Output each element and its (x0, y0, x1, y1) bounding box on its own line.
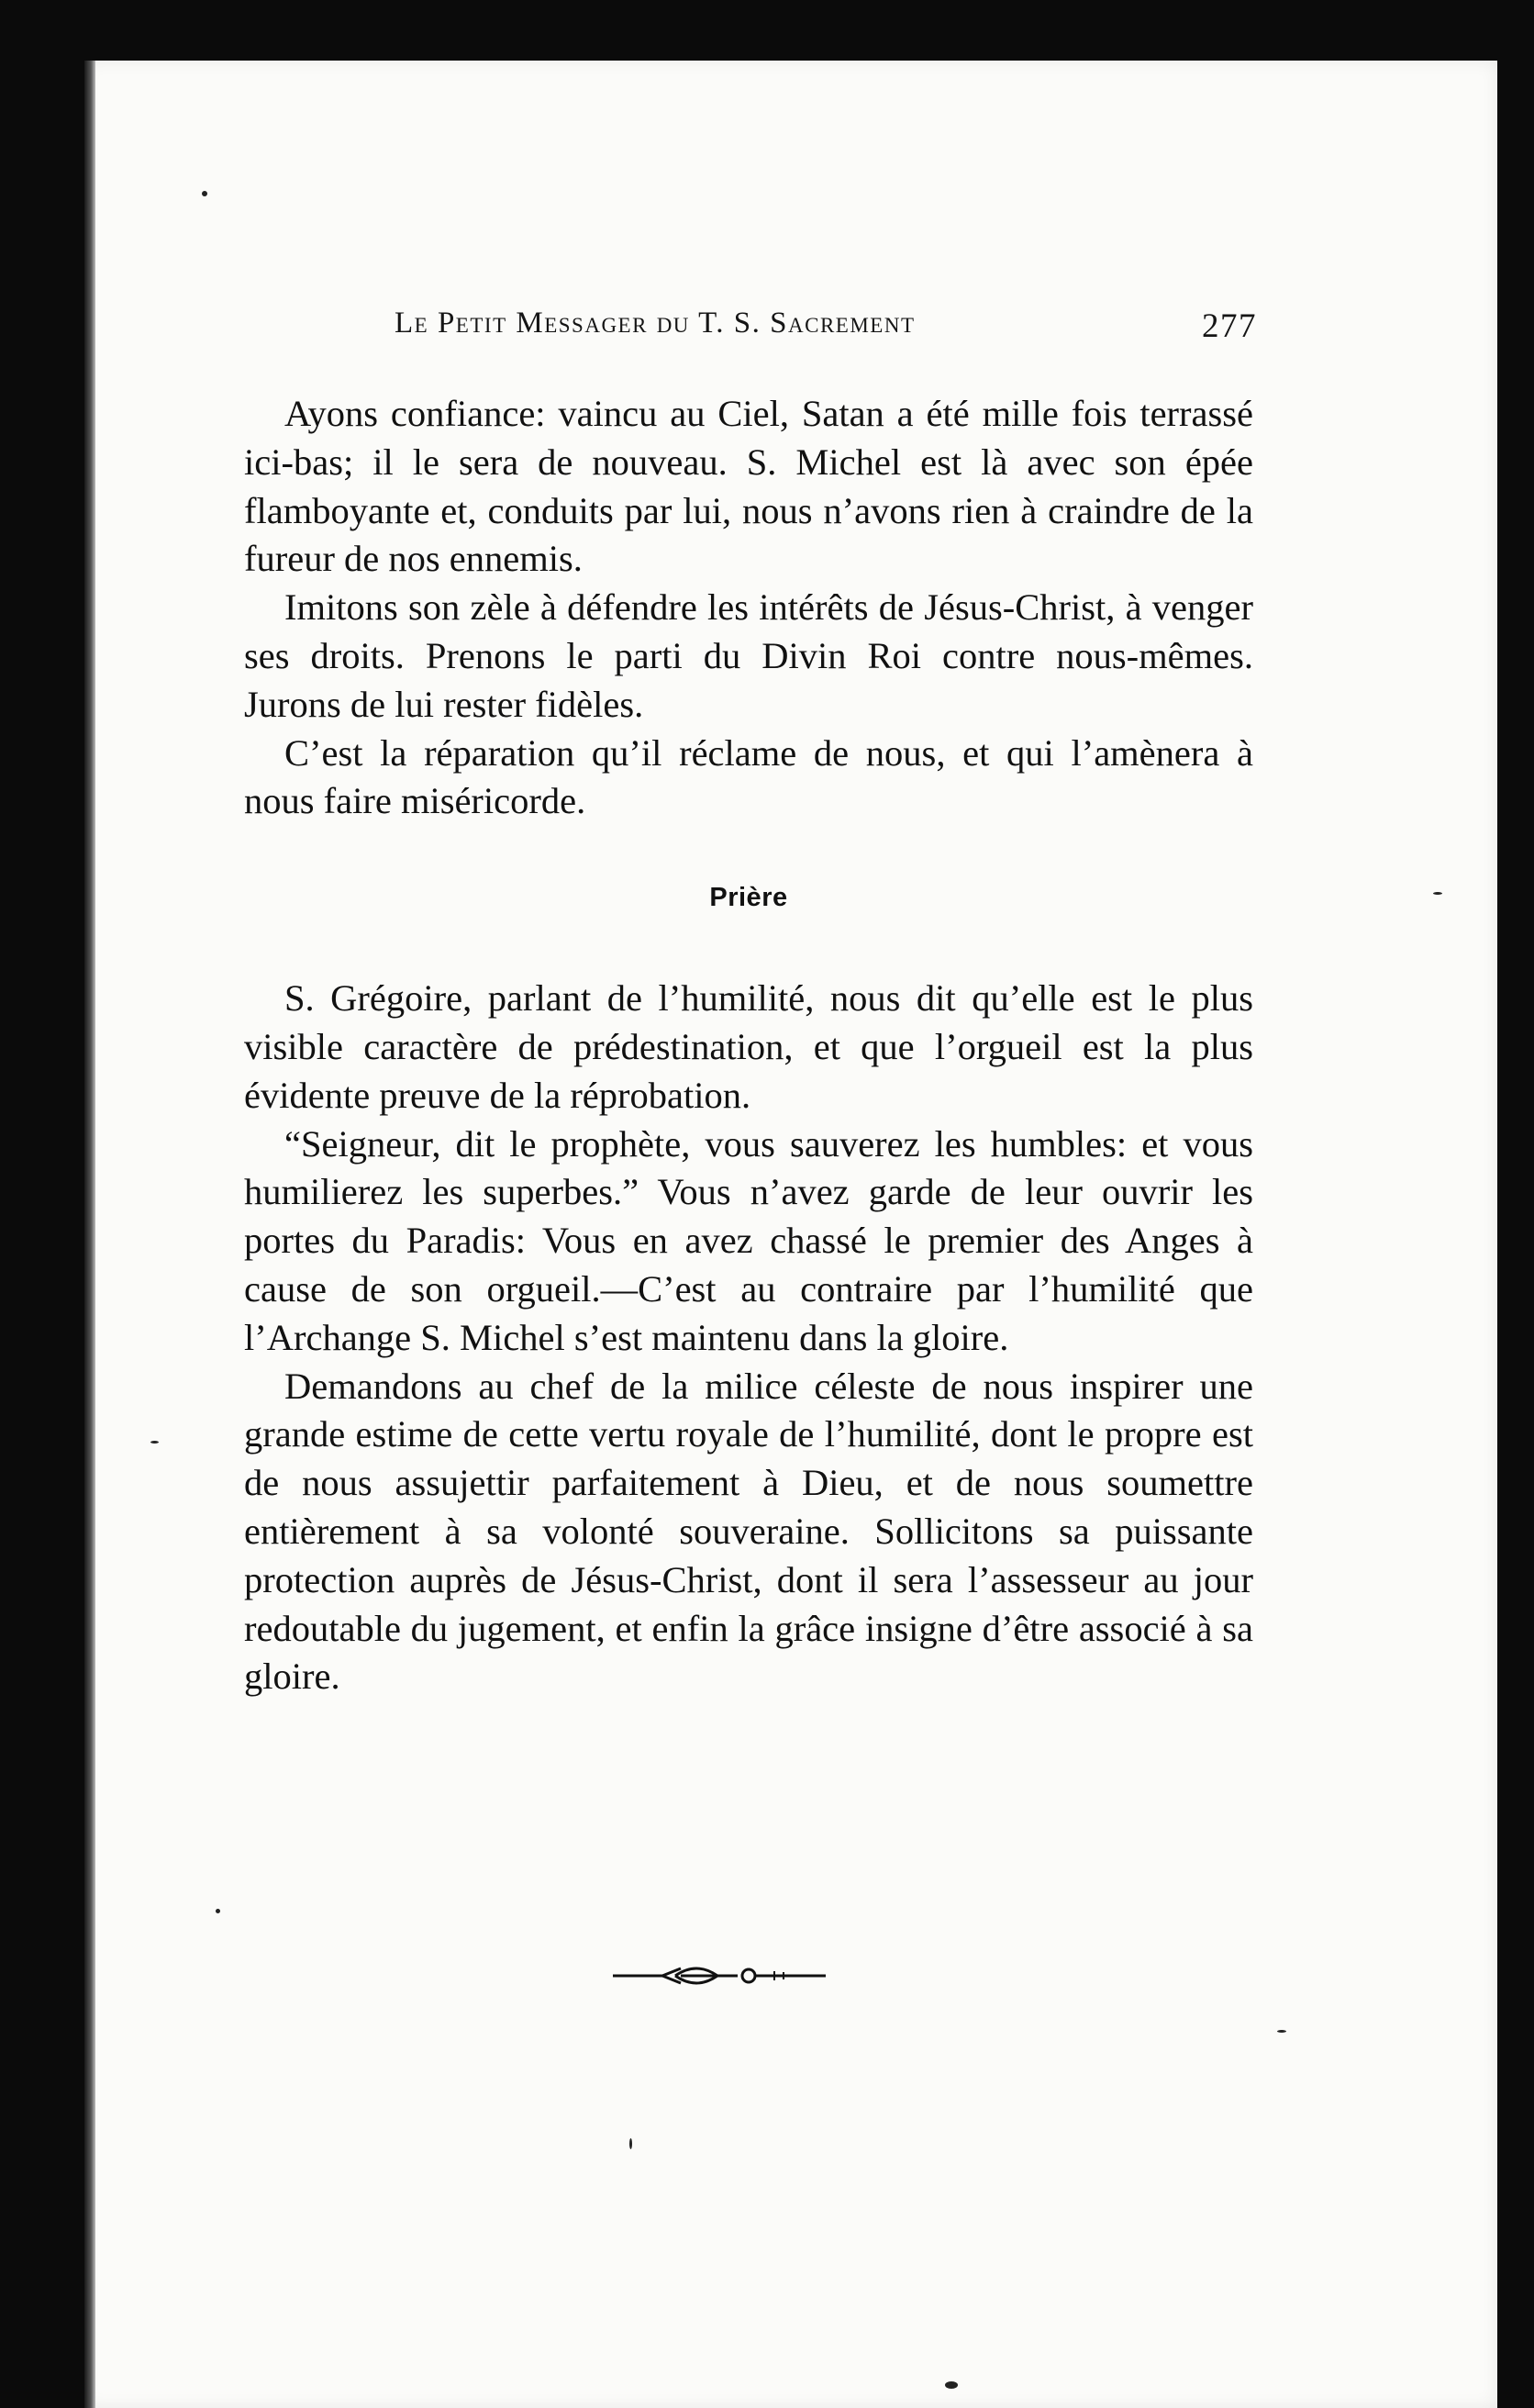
tailpiece-ornament-icon (609, 1959, 829, 1992)
page-number: 277 (1202, 307, 1257, 345)
scan-speck (216, 1909, 220, 1913)
section-heading-priere: Prière (709, 883, 788, 913)
paragraph-1: Ayons confiance: vaincu au Ciel, Satan a été mille fois terrassé ici-bas; il le sera de nouveau. S. Michel est là avec son épée flamboyante et, conduits par lui, nous n’avons rien à craindre de la fureur de nos ennemis. (244, 393, 1253, 580)
scan-speck (629, 2138, 632, 2149)
running-head (395, 307, 1257, 362)
scan-speck (202, 191, 207, 196)
paragraph-5: “Seigneur, dit le prophète, vous sauverez les humbles: et vous humilierez les superbes.” Vous n’avez garde de leur ouvrir les portes du Paradis: Vous en avez chassé le premier des Anges à cause de son orgueil.—C’est au contraire par l’humilité que l’Archange S. Michel s’est maintenu dans la gloire. (244, 1122, 1253, 1358)
running-head-title: Le Petit Messager du T. S. Sacrement (395, 307, 916, 340)
scan-speck (1277, 2030, 1286, 2033)
scan-speck (150, 1441, 159, 1444)
paragraph-3: C’est la réparation qu’il réclame de nous, et qui l’amènera à nous faire miséricorde. (244, 731, 1253, 822)
body-text (244, 390, 1253, 1701)
scan-speck (945, 2381, 958, 2389)
paragraph-6: Demandons au chef de la milice céleste de nous inspirer une grande estime de cette vertu royale de l’humilité, dont le propre est de nous assujettir parfaitement à Dieu, et de nous soumettre entièrement à sa volonté souveraine. Sollicitons sa puissante protection auprès de Jésus-Christ, dont il sera l’assesseur au jour redoutable du jugement, et enfin la grâce insigne d’être associé à sa gloire. (244, 1365, 1253, 1698)
scan-speck (1433, 892, 1442, 895)
binding-edge (84, 61, 95, 2408)
paragraph-4: S. Grégoire, parlant de l’humilité, nous dit qu’elle est le plus visible caractère de prédestination, et que l’orgueil est la plus évidente preuve de la réprobation. (244, 977, 1253, 1116)
paragraph-2: Imitons son zèle à défendre les intérêts de Jésus-Christ, à venger ses droits. Prenons le parti du Divin Roi contre nous-mêmes. Jurons de lui rester fidèles. (244, 586, 1253, 725)
